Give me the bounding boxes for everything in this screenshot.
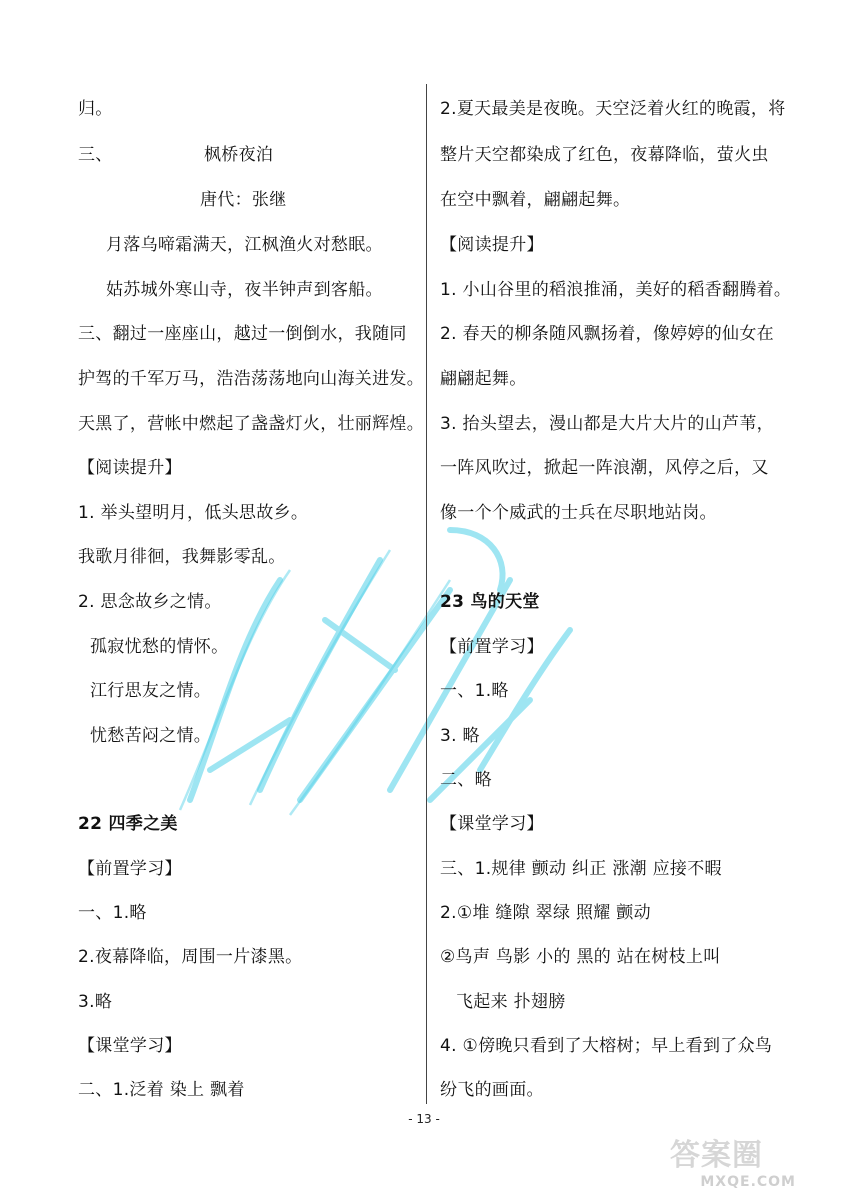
poem-line: 姑苏城外寒山寺，夜半钟声到客船。 <box>106 280 383 300</box>
section-heading: 【阅读提升】 <box>440 235 544 255</box>
text-line: 翩翩起舞。 <box>440 369 527 389</box>
text-line: 三、翻过一座座山，越过一倒倒水，我随同 <box>78 324 407 344</box>
watermark-stamp <box>150 470 610 850</box>
text-line: 4. ①傍晚只看到了大榕树；早上看到了众鸟 <box>440 1036 773 1056</box>
text-line: 纷飞的画面。 <box>440 1080 544 1100</box>
text-line: 忧愁苦闷之情。 <box>90 726 212 746</box>
column-divider <box>426 84 427 1104</box>
text-line: 3.略 <box>78 992 113 1012</box>
brand-logo <box>670 1130 800 1172</box>
section-heading: 【课堂学习】 <box>440 814 544 834</box>
lesson-title: 23 鸟的天堂 <box>440 592 540 612</box>
section-number: 三、 <box>78 145 113 165</box>
text-line: 一、1.略 <box>78 903 147 923</box>
text-line: 天黑了，营帐中燃起了盏盏灯火，壮丽辉煌。 <box>78 414 424 434</box>
text-line: 3. 略 <box>440 726 480 746</box>
text-line: 孤寂忧愁的情怀。 <box>90 637 229 657</box>
text-line: 护驾的千军万马，浩浩荡荡地向山海关进发。 <box>78 369 424 389</box>
text-line: 在空中飘着，翩翩起舞。 <box>440 190 631 210</box>
text-line: 二、略 <box>440 770 492 790</box>
lesson-title: 22 四季之美 <box>78 814 178 834</box>
page-number: - 13 - <box>408 1112 440 1126</box>
brand-logo-text: 答案圈 <box>670 1138 763 1173</box>
text-line: 2.夏天最美是夜晚。天空泛着火红的晚霞，将 <box>440 99 786 119</box>
poem-title: 枫桥夜泊 <box>204 145 274 165</box>
section-heading: 【阅读提升】 <box>78 458 182 478</box>
text-line: 1. 小山谷里的稻浪推涌，美好的稻香翻腾着。 <box>440 280 792 300</box>
text-line: 3. 抬头望去，漫山都是大片大片的山芦苇， <box>440 414 774 434</box>
text-line: 三、1.规律 颤动 纠正 涨潮 应接不暇 <box>440 859 722 879</box>
text-line: 2.①堆 缝隙 翠绿 照耀 颤动 <box>440 903 651 923</box>
text-line: 我歌月徘徊，我舞影零乱。 <box>78 547 286 567</box>
text-line: 1. 举头望明月，低头思故乡。 <box>78 503 309 523</box>
text-line: 二、1.泛着 染上 飘着 <box>78 1080 245 1100</box>
text-line: ②鸟声 鸟影 小的 黑的 站在树枝上叫 <box>440 947 721 967</box>
text-line: 归。 <box>78 99 113 119</box>
poem-author: 唐代：张继 <box>200 190 287 210</box>
section-heading: 【前置学习】 <box>440 637 544 657</box>
text-line: 像一个个威武的士兵在尽职地站岗。 <box>440 503 717 523</box>
brand-url: MXQE.COM <box>700 1174 796 1190</box>
text-line: 飞起来 扑翅膀 <box>456 992 566 1012</box>
section-heading: 【课堂学习】 <box>78 1036 182 1056</box>
text-line: 2.夜幕降临，周围一片漆黑。 <box>78 947 303 967</box>
text-line: 江行思友之情。 <box>90 681 212 701</box>
text-line: 2. 思念故乡之情。 <box>78 592 222 612</box>
text-line: 一阵风吹过，掀起一阵浪潮，风停之后，又 <box>440 458 769 478</box>
section-heading: 【前置学习】 <box>78 859 182 879</box>
text-line: 2. 春天的柳条随风飘扬着，像婷婷的仙女在 <box>440 324 774 344</box>
text-line: 整片天空都染成了红色，夜幕降临，萤火虫 <box>440 145 769 165</box>
text-line: 一、1.略 <box>440 681 509 701</box>
poem-line: 月落乌啼霜满天，江枫渔火对愁眠。 <box>106 235 383 255</box>
